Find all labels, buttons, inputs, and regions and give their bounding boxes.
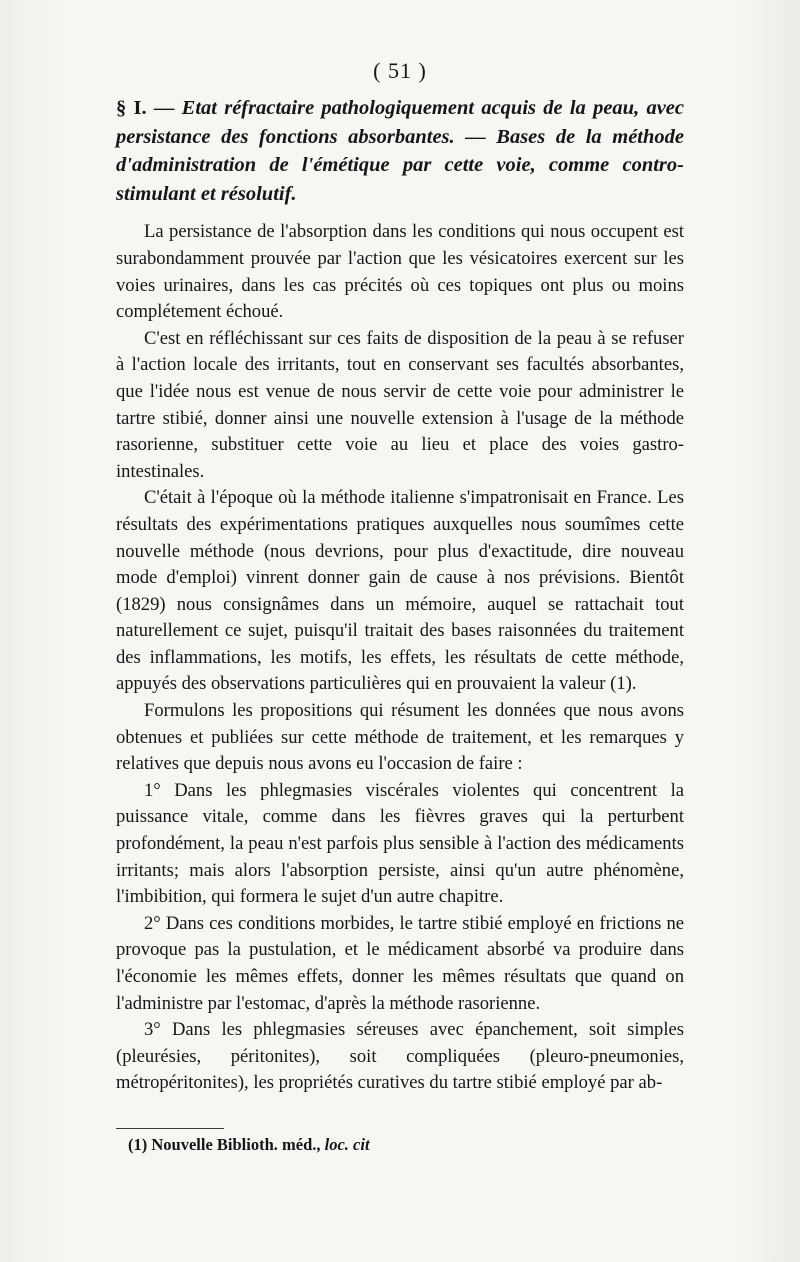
paragraph: 2° Dans ces conditions morbides, le tartre stibié employé en frictions ne provoque pas la pustulation, et le médicament absorbé va produire dans l'économie les mêmes effets, donner les mêmes résultats que quand on l'administre par l'estomac, d'après la méthode rasorienne.: [116, 912, 684, 1014]
paragraph: 1° Dans les phlegmasies viscérales violentes qui concentrent la puissance vitale, comme dans les fièvres graves qui la perturbent profondément, la peau n'est parfois plus sensible à l'action des médicaments irritants; mais alors l'absorption persiste, ainsi qu'un autre phénomène, l'imbibition, qui formera le sujet d'un autre chapitre.: [116, 779, 684, 908]
paragraph: 3° Dans les phlegmasies séreuses avec épanchement, soit simples (pleurésies, péritonites), soit compliquées (pleuro-pneumonies, métropéritonites), les propriétés curatives du tartre stibié employé par ab-: [116, 1019, 684, 1094]
section-heading: [116, 94, 684, 208]
footnote-text: (1) Nouvelle Biblioth. méd.,: [128, 1135, 321, 1154]
section-mark: § I. —: [116, 97, 175, 119]
paragraph: Formulons les propositions qui résument les données que nous avons obtenues et publiées sur cette méthode de traitement, et les remarques y relatives que depuis nous avons eu l'occasion de faire :: [116, 700, 684, 775]
page-number: ( 51 ): [373, 58, 427, 83]
footnote-citation: loc. cit: [324, 1135, 370, 1154]
paragraph: C'était à l'époque où la méthode italienne s'impatronisait en France. Les résultats des expérimentations pratiques auxquelles nous soumîmes cette nouvelle méthode (nous devrions, pour plus d'exactitude, dire nouveau mode d'emploi) vinrent donner gain de cause à nos prévisions. Bientôt (1829) nous consignâmes dans un mémoire, auquel se rattachait tout naturellement ce sujet, puisqu'il traitait des bases raisonnées du traitement des inflammations, les motifs, les effets, les résultats de cette méthode, appuyés des observations particulières qui en prouvaient la valeur (1).: [116, 487, 684, 695]
paragraph: C'est en réfléchissant sur ces faits de disposition de la peau à se refuser à l'action locale des irritants, tout en conservant ses facultés absorbantes, que l'idée nous est venue de nous servir de cette voie pour administrer le tartre stibié, donner ainsi une nouvelle extension à l'usage de la méthode rasorienne, substituer cette voie au lieu et place des voies gastro-intestinales.: [116, 327, 684, 482]
section-heading-text: Etat réfractaire pathologiquement acquis de la peau, avec persistance des fonctions absorbantes. — Bases de la méthode d'administration de l'émétique par cette voie, comme contro-stimulant et résolutif.: [116, 97, 684, 205]
footnote-rule: [116, 1128, 224, 1129]
paragraph: La persistance de l'absorption dans les conditions qui nous occupent est surabondamment prouvée par l'action que les vésicatoires exercent sur les voies urinaires, dans les cas précités où ces topiques ont plus ou moins complétement échoué.: [116, 221, 684, 323]
footnote: [128, 1134, 668, 1156]
body-text: [116, 94, 684, 1097]
